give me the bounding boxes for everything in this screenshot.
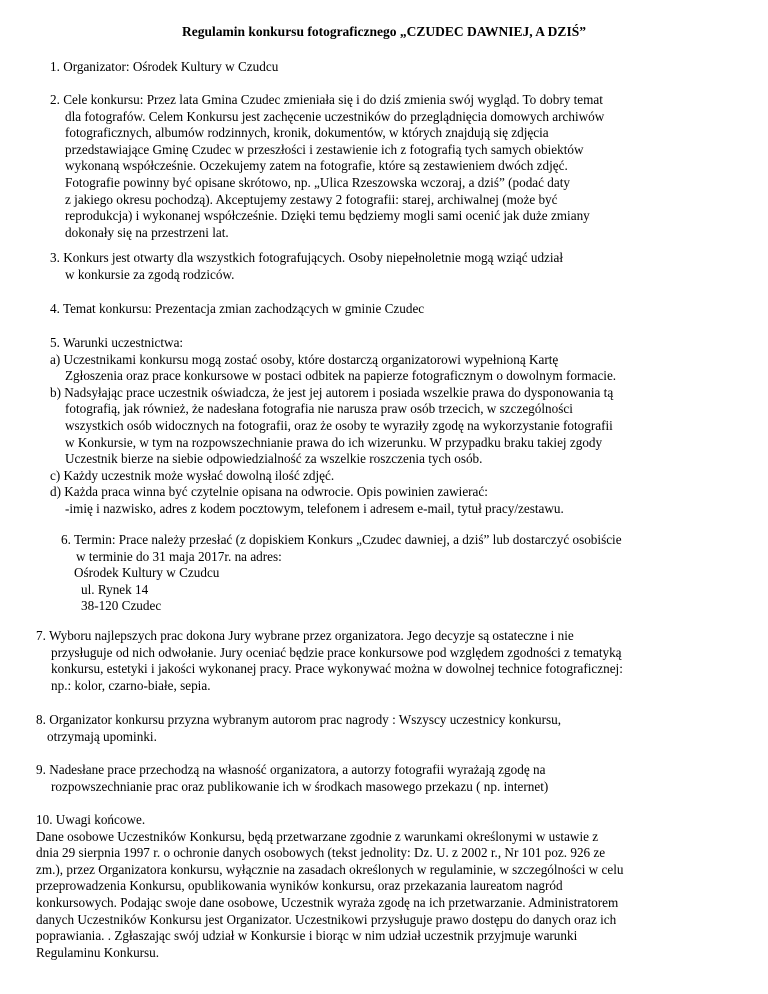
section-line: konkursowych. Podając swoje dane osobowe, Uczestnik wyraża zgodę na ich przetwarzanie. Administratorem: [36, 894, 619, 910]
document-title: Regulamin konkursu fotograficznego „CZUDEC DAWNIEJ, A DZIŚ”: [182, 24, 586, 39]
section-7-jury: [36, 628, 623, 694]
section-line: w konkursie za zgodą rodziców.: [65, 266, 235, 282]
section-line: b) Nadsyłając prace uczestnik oświadcza, że jest jej autorem i posiada wszelkie prawa do dysponowania tą: [50, 384, 614, 400]
section-line: 1. Organizator: Ośrodek Kultury w Czudcu: [50, 59, 279, 74]
section-line: dnia 29 sierpnia 1997 r. o ochronie danych osobowych (tekst jednolity: Dz. U. z 2002 r., Nr 101 poz. 926 ze: [36, 845, 606, 861]
section-line: wszystkich osób widocznych na fotografii, oraz że osoby te wyraziły zgodę na wykorzystanie fotografii: [65, 417, 613, 433]
section-line: konkursu, estetyki i jakości wykonanej pracy. Prace wykonywać można w dowolnej technice fotograficznej:: [51, 661, 623, 677]
section-line: 3. Konkurs jest otwarty dla wszystkich fotografujących. Osoby niepełnoletnie mogą wziąć udział: [50, 250, 564, 265]
section-line: c) Każdy uczestnik może wysłać dowolną ilość zdjęć.: [50, 467, 335, 483]
section-line: np.: kolor, czarno-białe, sepia.: [51, 677, 211, 693]
section-line: zm.), przez Organizatora konkursu, wyłącznie na zasadach określonych w regulaminie, w szczególności w celu: [36, 861, 624, 877]
section-line: Fotografie powinny być opisane skrótowo, np. „Ulica Rzeszowska wczoraj, a dziś” (podać daty: [65, 174, 571, 190]
section-line: Uczestnik bierze na siebie odpowiedzialność za wszelkie roszczenia tych osób.: [65, 451, 483, 467]
section-line: poprawiania. . Zgłaszając swój udział w Konkursie i biorąc w nim udział uczestnik przyjmuje warunki: [36, 928, 578, 944]
section-line: rozpowszechnianie prac oraz publikowanie ich w środkach masowego przekazu ( np. internet): [51, 778, 549, 794]
section-line: danych Uczestników Konkursu jest Organizator. Uczestnikowi przysługuje prawo dostępu do danych oraz ich: [36, 911, 617, 927]
section-line: reprodukcja) i wykonanej współcześnie. Dzięki temu będziemy mogli sami ocenić jak duże zmiany: [65, 208, 590, 224]
section-line: dokonały się na przestrzeni lat.: [65, 224, 229, 240]
section-line: Zgłoszenia oraz prace konkursowe w postaci odbitek na papierze fotograficznym o dowolnym formacie.: [65, 368, 617, 384]
section-line: 6. Termin: Prace należy przesłać (z dopiskiem Konkurs „Czudec dawniej, a dziś” lub dostarczyć osobiście: [61, 532, 622, 547]
section-line: przedstawiające Gminę Czudec w przeszłości i zestawienie ich z fotografią tych samych obiektów: [65, 141, 584, 157]
section-4-theme: [50, 301, 424, 318]
section-6-deadline: [61, 532, 622, 615]
address-postal: 38-120 Czudec: [81, 598, 162, 614]
section-line: Regulaminu Konkursu.: [36, 944, 160, 960]
section-5-conditions: [50, 335, 616, 518]
section-line: -imię i nazwisko, adres z kodem pocztowym, telefonem i adresem e-mail, tytuł pracy/zestawu.: [65, 500, 564, 516]
address-name: Ośrodek Kultury w Czudcu: [74, 565, 220, 581]
section-line: 9. Nadesłane prace przechodzą na własność organizatora, a autorzy fotografii wyrażają zgodę na: [36, 762, 546, 777]
section-line: fotograficznych, albumów rodzinnych, kronik, dokumentów, w których znajdują się zdjęcia: [65, 125, 549, 141]
section-1-organizer: [50, 59, 278, 76]
section-line: wykonaną współcześnie. Oczekujemy zatem na fotografie, które są zestawieniem dwóch zdjęć.: [65, 158, 568, 174]
section-10-final-remarks: [36, 812, 623, 961]
section-line: d) Każda praca winna być czytelnie opisana na odwrocie. Opis powinien zawierać:: [50, 484, 488, 500]
section-line: 4. Temat konkursu: Prezentacja zmian zachodzących w gminie Czudec: [50, 301, 425, 316]
section-3-participants: [50, 250, 563, 283]
section-2-goals: [50, 92, 604, 241]
section-line: 7. Wyboru najlepszych prac dokona Jury wybrane przez organizatora. Jego decyzje są ostateczne i nie: [36, 628, 574, 643]
section-line: 10. Uwagi końcowe.: [36, 812, 146, 827]
address-street: ul. Rynek 14: [81, 581, 149, 597]
section-line: 8. Organizator konkursu przyzna wybranym autorom prac nagrody : Wszyscy uczestnicy konkursu,: [36, 712, 562, 727]
section-line: przeprowadzenia Konkursu, opublikowania wyników konkursu, oraz przekazania laureatom nagród: [36, 878, 563, 894]
section-line: Dane osobowe Uczestników Konkursu, będą przetwarzane zgodnie z warunkami określonymi w ustawie z: [36, 828, 599, 844]
section-line: otrzymają upominki.: [47, 728, 157, 744]
section-line: przysługuje od nich odwołanie. Jury oceniać będzie prace konkursowe pod względem zgodności z tematyką: [51, 644, 622, 660]
section-line: w Konkursie, w tym na rozpowszechnianie prawa do ich wizerunku. W przypadku braku takiej zgody: [65, 434, 603, 450]
section-line: z jakiego okresu pochodzą). Akceptujemy zestawy 2 fotografii: starej, archiwalnej (może być: [65, 191, 558, 207]
section-line: fotografią, jak również, że nadesłana fotografia nie narusza praw osób trzecich, w szczególności: [65, 401, 573, 417]
section-9-ownership: [36, 762, 548, 795]
section-line: a) Uczestnikami konkursu mogą zostać osoby, które dostarczą organizatorowi wypełnioną Kartę: [50, 351, 559, 367]
section-line: 2. Cele konkursu: Przez lata Gmina Czudec zmieniała się i do dziś zmienia swój wygląd. To dobry temat: [50, 92, 603, 107]
section-line: 5. Warunki uczestnictwa:: [50, 335, 184, 350]
section-line: dla fotografów. Celem Konkursu jest zachęcenie uczestników do przeglądnięcia domowych archiwów: [65, 108, 605, 124]
section-8-prizes: [36, 712, 561, 745]
section-line: w terminie do 31 maja 2017r. na adres:: [76, 548, 282, 564]
